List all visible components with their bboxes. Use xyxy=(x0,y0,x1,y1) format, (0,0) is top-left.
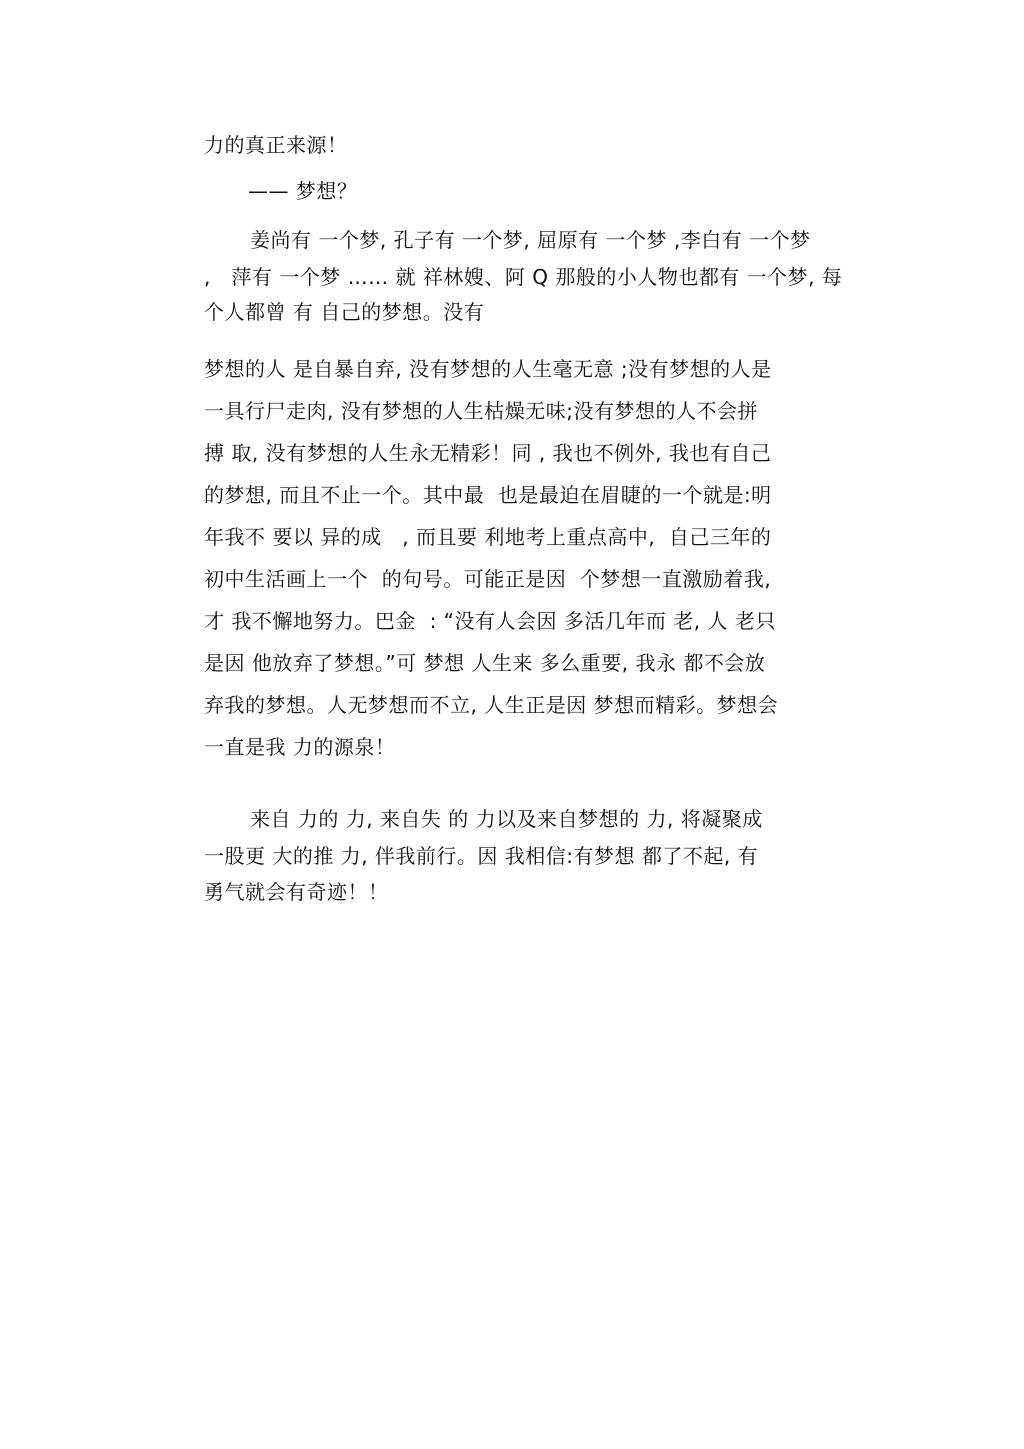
text-line-4: , 萍有 一个梦 …… 就 祥林嫂、阿 Q 那般的小人物也都有 一个梦, 每 xyxy=(204,265,843,289)
text-line-16: 来自 力的 力, 来自失 的 力以及来自梦想的 力, 将凝聚成 xyxy=(250,807,763,831)
text-line-13: 是因 他放弃了梦想。”可 梦想 人生来 多么重要, 我永 都不会放 xyxy=(204,651,766,675)
text-line-8: 搏 取, 没有梦想的人生永无精彩！同 , 我也不例外, 我也有自己 xyxy=(204,441,772,465)
text-line-14: 弃我的梦想。人无梦想而不立, 人生正是因 梦想而精彩。梦想会 xyxy=(204,693,779,717)
text-line-3: 姜尚有 一个梦, 孔子有 一个梦, 屈原有 一个梦 ,李白有 一个梦 xyxy=(250,228,811,252)
text-line-15: 一直是我 力的源泉！ xyxy=(204,735,396,759)
text-line-7: 一具行尸走肉, 没有梦想的人生枯燥无味;没有梦想的人不会拼 xyxy=(204,399,758,423)
text-line-6: 梦想的人 是自暴自弃, 没有梦想的人生毫无意 ;没有梦想的人是 xyxy=(204,357,772,381)
text-line-9: 的梦想, 而且不止一个。其中最 也是最迫在眉睫的一个就是:明 xyxy=(204,483,772,507)
text-line-2: —— 梦想？ xyxy=(248,179,358,203)
text-line-18: 勇气就会有奇迹！！ xyxy=(204,880,389,904)
text-line-17: 一股更 大的推 力, 伴我前行。因 我相信:有梦想 都了不起, 有 xyxy=(204,844,759,868)
text-line-10: 年我不 要以 异的成 , 而且要 利地考上重点高中, 自己三年的 xyxy=(204,525,772,549)
text-line-1: 力的真正来源！ xyxy=(204,133,348,157)
text-line-12: 才 我不懈地努力。巴金 : “没有人会因 多活几年而 老, 人 老只 xyxy=(204,609,776,633)
text-line-11: 初中生活画上一个 的句号。可能正是因 个梦想一直激励着我, xyxy=(204,567,772,591)
text-line-5: 个人都曾 有 自己的梦想。没有 xyxy=(204,300,485,324)
